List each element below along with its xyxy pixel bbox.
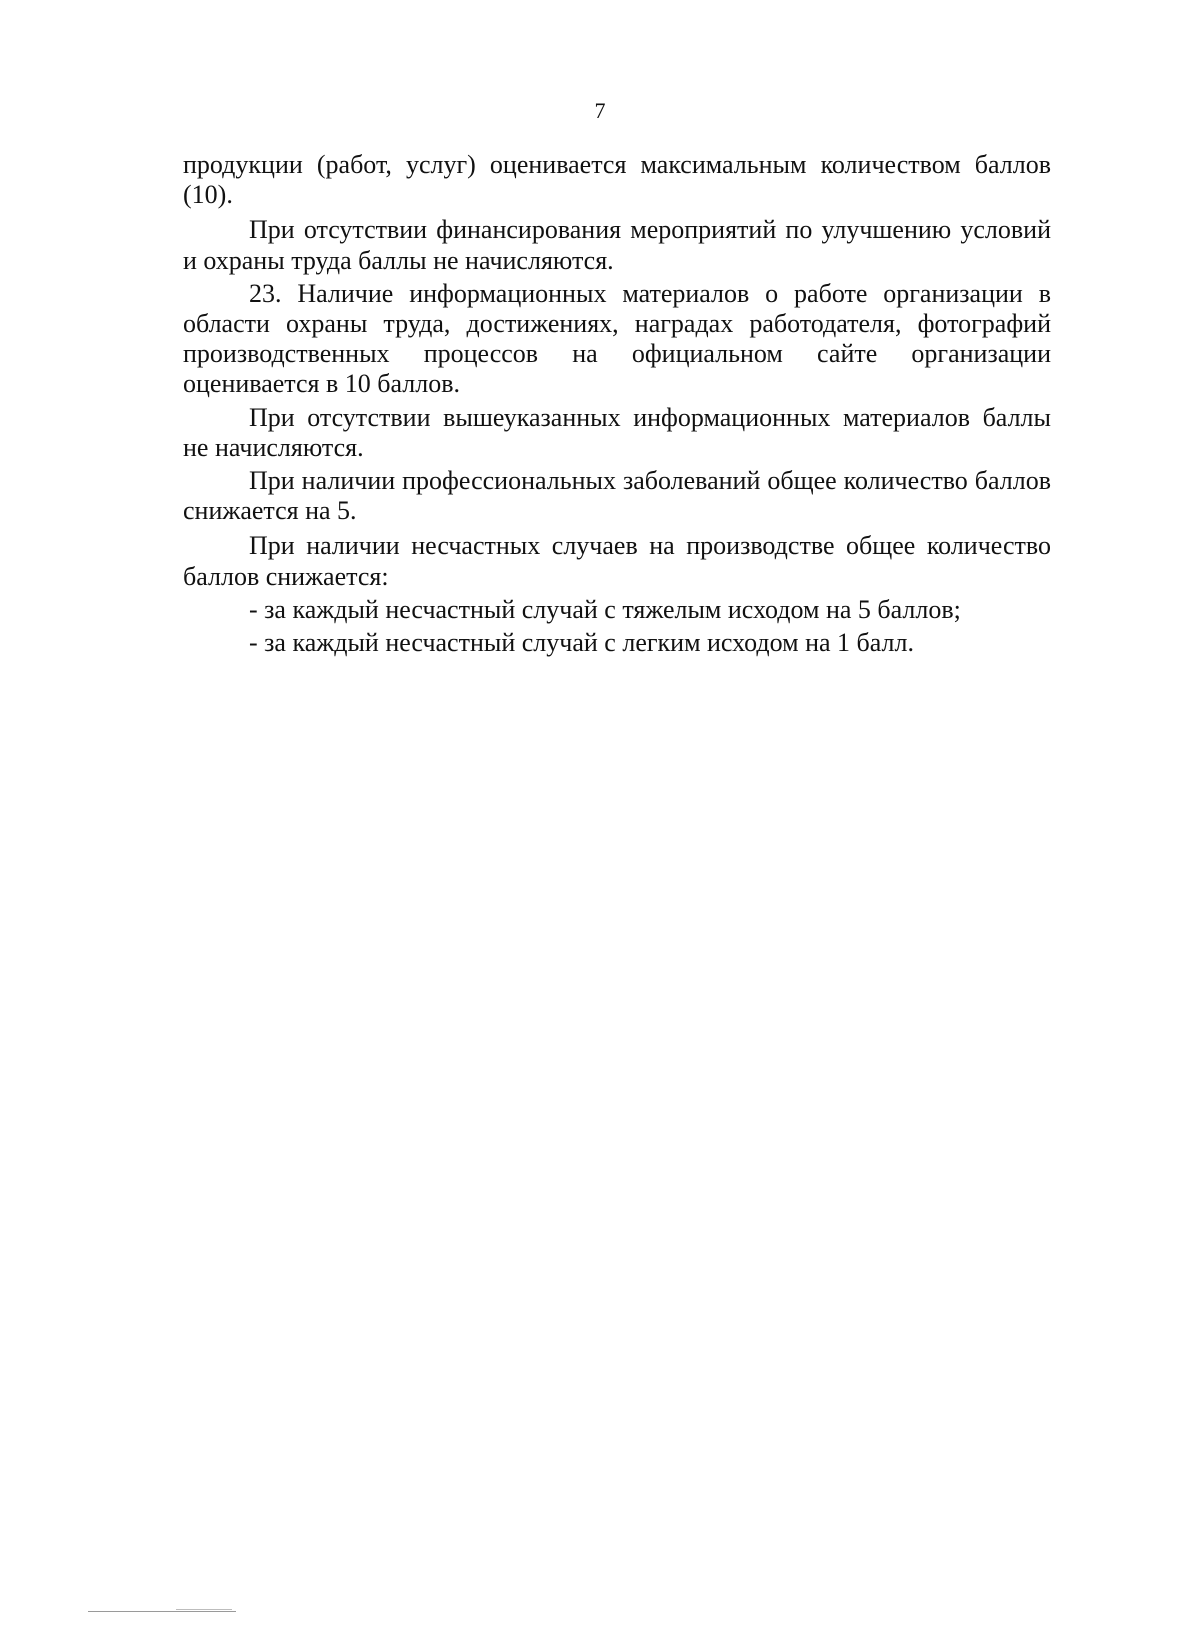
page-number: 7 bbox=[594, 98, 606, 123]
paragraph-occupational-diseases: При наличии профессиональных заболеваний общее количество баллов снижается на 5. bbox=[183, 466, 1051, 526]
list-item-light-accident: - за каждый несчастный случай с легким исходом на 1 балл. bbox=[249, 628, 914, 658]
list-item-severe-accident: - за каждый несчастный случай с тяжелым исходом на 5 баллов; bbox=[249, 594, 961, 624]
footer-rule bbox=[88, 1611, 236, 1612]
paragraph-accidents: При наличии несчастных случаев на производстве общее количество баллов снижается: bbox=[183, 531, 1051, 591]
paragraph-no-funding: При отсутствии финансирования мероприятий по улучшению условий и охраны труда баллы не начисляются. bbox=[183, 215, 1051, 275]
paragraph-no-materials: При отсутствии вышеуказанных информационных материалов баллы не начисляются. bbox=[183, 402, 1051, 462]
footer-rule-fragment bbox=[176, 1609, 232, 1610]
paragraph-item-23: 23. Наличие информационных материалов о работе организации в области охраны труда, достижениях, наградах работодателя, фотографий производственных процессов на официальном сайте организации оценивается в 10 баллов. bbox=[183, 278, 1051, 399]
document-body bbox=[183, 150, 1051, 658]
paragraph-continuation: продукции (работ, услуг) оценивается максимальным количеством баллов (10). bbox=[183, 150, 1051, 210]
